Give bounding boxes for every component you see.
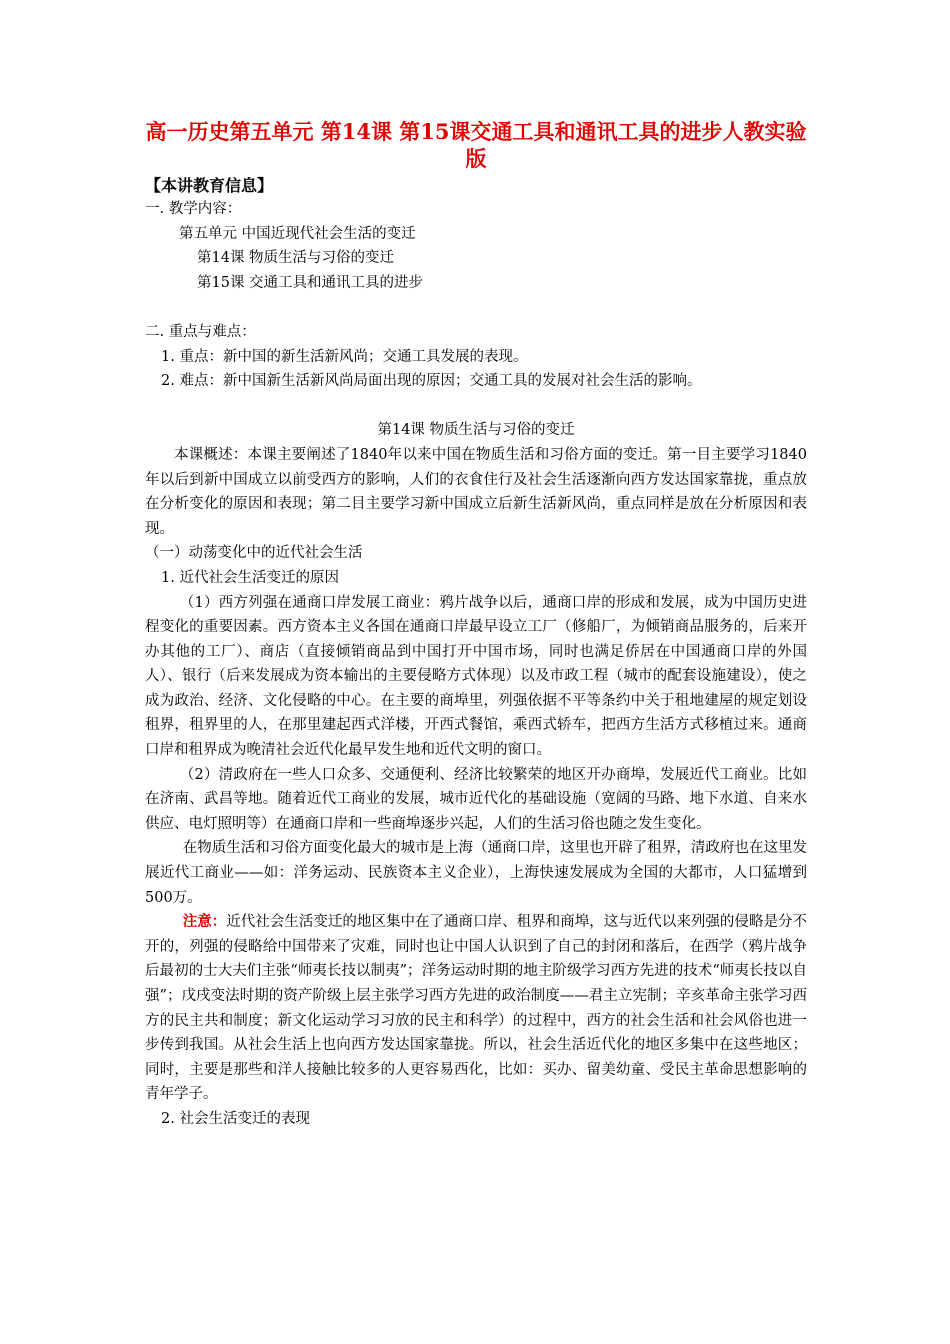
spacer <box>145 295 807 320</box>
note-paragraph <box>145 910 807 1107</box>
note-text: 近代社会生活变迁的地区集中在了通商口岸、租界和商埠，这与近代以来列强的侵略是分不开的，列强的侵略给中国带来了灾难，同时也让中国人认识到了自己的封闭和落后，在西学（鸦片战争后最初的士大夫们主张“师夷长技以制夷”；洋务运动时期的地主阶级学习西方先进的技术“师夷长技以自强”；戊戌变法时期的资产阶级上层主张学习西方先进的政治制度——君主立宪制；辛亥革命主张学习西方的民主共和制度；新文化运动学习习放的民主和科学）的过程中，西方的社会生活和社会风俗也进一步传到我国。从社会生活上也向西方发达国家靠拢。所以，社会生活近代化的地区多集中在这些地区；同时，主要是那些和洋人接触比较多的人更容易西化，比如：买办、留美幼童、受民主革命思想影响的青年学子。 <box>145 914 808 1103</box>
note-label: 注意： <box>182 913 227 931</box>
lesson-overview: 本课概述：本课主要阐述了1840年以来中国在物质生活和习俗方面的变迁。第一目主要学习1840年以后到新中国成立以前受西方的影响，人们的衣食住行及社会生活逐渐向西方发达国家靠拢，重点放在分析变化的原因和表现；第二目主要学习新中国成立后新生活新风尚，重点同样是放在分析原因和表现。 <box>145 446 807 537</box>
keypoints-heading: 二. 重点与难点： <box>145 323 256 340</box>
keypoint-1: 1. 重点：新中国的新生活新风尚；交通工具发展的表现。 <box>161 348 528 365</box>
lesson-title: 第14课 物质生活与习俗的变迁 <box>377 422 575 439</box>
paragraph-2: （2）清政府在一些人口众多、交通便利、经济比较繁荣的地区开办商埠，发展近代工商业。比如在济南、武昌等地。随着近代工商业的发展，城市近代化的基础设施（宽阔的马路、地下水道、自来水供应、电灯照明等）在通商口岸和一些商埠逐步兴起，人们的生活习俗也随之发生变化。 <box>145 766 807 832</box>
lesson15-line: 第15课 交通工具和通讯工具的进步 <box>197 274 424 291</box>
paragraph-3: 在物质生活和习俗方面变化最大的城市是上海（通商口岸，这里也开辟了租界，清政府也在这里发展近代工商业——如：洋务运动、民族资本主义企业），上海快速发展成为全国的大都市，人口猛增到500万。 <box>145 840 807 906</box>
spacer <box>145 394 807 419</box>
sub2-heading: 2. 社会生活变迁的表现 <box>161 1110 310 1127</box>
section-heading: 【本讲教育信息】 <box>145 176 274 195</box>
part1-heading: （一）动荡变化中的近代社会生活 <box>145 545 363 562</box>
lesson14-line: 第14课 物质生活与习俗的变迁 <box>197 250 395 267</box>
teaching-content-heading: 一. 教学内容： <box>145 201 242 217</box>
keypoint-2: 2. 难点：新中国新生活新风尚局面出现的原因；交通工具的发展对社会生活的影响。 <box>161 373 702 390</box>
document-page <box>145 118 807 1132</box>
document-title: 高一历史第五单元 第14课 第15课交通工具和通讯工具的进步人教实验版 <box>145 119 807 171</box>
sub1-heading: 1. 近代社会生活变迁的原因 <box>161 569 339 586</box>
unit-line: 第五单元 中国近现代社会生活的变迁 <box>179 225 416 242</box>
paragraph-1: （1）西方列强在通商口岸发展工商业：鸦片战争以后，通商口岸的形成和发展，成为中国历史进程变化的重要因素。西方资本主义各国在通商口岸最早设立工厂（修船厂，为倾销商品服务的，后来开办其他的工厂）、商店（直接倾销商品到中国打开中国市场，同时也满足侨居在中国通商口岸的外国人）、银行（后来发展成为资本输出的主要侵略方式体现）以及市政工程（城市的配套设施建设），使之成为政治、经济、文化侵略的中心。在主要的商埠里，列强依据不平等条约中关于租地建屋的规定划设租界，租界里的人，在那里建起西式洋楼，开西式餐馆，乘西式轿车，把西方生活方式移植过来。通商口岸和租界成为晚清社会近代化最早发生地和近代文明的窗口。 <box>145 594 807 759</box>
